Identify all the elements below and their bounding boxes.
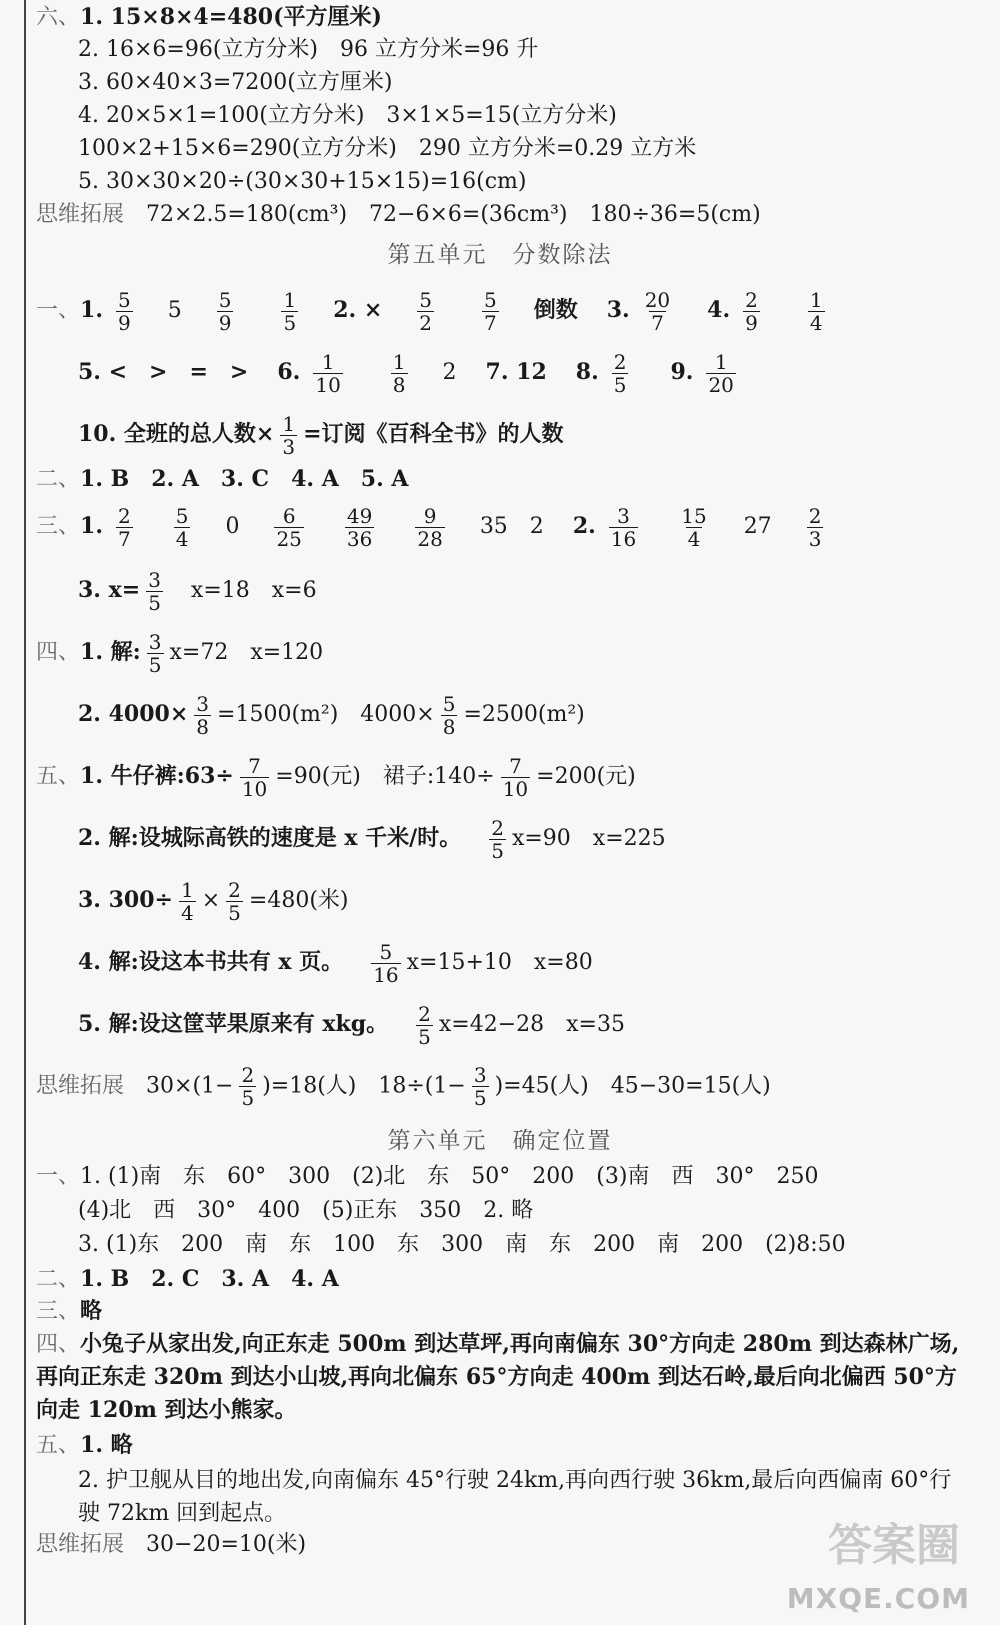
fraction: $\frac{2}{3}$ <box>808 503 822 551</box>
fraction: $\frac{15}{4}$ <box>681 503 707 551</box>
u5-one-line-2: 5. < > = > 6. $\frac{1}{10}$ $\frac{1}{8}$ 2 7. 12 8. $\frac{2}{5}$ 9. $\frac{1}{20}$ <box>78 349 734 397</box>
fraction: $\frac{2}{5}$ <box>613 349 627 397</box>
u5-five-line-1: 五、1. 牛仔裤:63÷ $\frac{7}{10}$ =90(元) 裙子:140÷ $\frac{7}{10}$ =200(元) <box>36 753 636 801</box>
u4-extension: 思维拓展 72×2.5=180(cm³) 72−6×6=(36cm³) 180÷36=5(cm) <box>36 202 761 227</box>
fraction: $\frac{5}{2}$ <box>419 287 432 335</box>
u6-two-line: 二、1. B 2. C 3. A 4. A <box>36 1266 339 1292</box>
fraction: $\frac{2}{5}$ <box>241 1063 255 1110</box>
u6-one-line-3: 3. (1)东 200 南 东 100 东 300 南 东 200 南 200 (2)8:50 <box>78 1232 846 1257</box>
u5-one-line-3: 10. 全班的总人数× $\frac{1}{3}$ =订阅《百科全书》的人数 <box>78 411 564 459</box>
watermark-logo-text: 答案圈 <box>828 1520 960 1571</box>
fraction: $\frac{3}{5}$ <box>473 1063 487 1110</box>
fraction: $\frac{7}{10}$ <box>502 753 529 801</box>
u6-one-line-2: (4)北 西 30° 400 (5)正东 350 2. 略 <box>78 1198 534 1223</box>
unit6-heading: 第六单元 确定位置 <box>387 1128 613 1154</box>
u4-line-1: 六、1. 15×8×4=480(平方厘米) <box>36 4 382 30</box>
fraction: $\frac{5}{9}$ <box>117 287 131 335</box>
fraction: $\frac{9}{28}$ <box>417 503 443 551</box>
fraction: $\frac{5}{9}$ <box>218 287 232 335</box>
u5-five-line-2: 2. 解:设城际高铁的速度是 x 千米/时。 $\frac{2}{5}$ x=90 x=225 <box>78 815 666 863</box>
fraction: $\frac{6}{25}$ <box>276 503 302 551</box>
fraction: $\frac{1}{20}$ <box>708 349 734 397</box>
u5-four-line-1: 四、1. 解: $\frac{3}{5}$ x=72 x=120 <box>36 629 324 677</box>
u5-one-line-1: 一、1. $\frac{5}{9}$ 5 $\frac{5}{9}$ $\frac{1}{5}$ 2. × $\frac{5}{2}$ $\frac{5}{7}$ 倒数 3. $\frac{20}{7}$ 4. $\frac{2}{9}$ $\frac{1}{4}$ <box>36 287 823 335</box>
fraction: $\frac{2}{5}$ <box>228 877 241 925</box>
u4-line-4: 4. 20×5×1=100(立方分米) 3×1×5=15(立方分米) <box>78 103 617 128</box>
u4-line-2: 2. 16×6=96(立方分米) 96 立方分米=96 升 <box>78 37 539 62</box>
u6-three-line: 三、略 <box>36 1298 103 1324</box>
fraction: $\frac{3}{8}$ <box>196 691 210 739</box>
u5-five-line-3: 3. 300÷ $\frac{1}{4}$ × $\frac{2}{5}$ =480(米) <box>78 877 349 925</box>
fraction: $\frac{1}{4}$ <box>809 287 823 335</box>
watermark-url: MXQE.COM <box>786 1582 970 1615</box>
fraction: $\frac{49}{36}$ <box>346 503 373 551</box>
fraction: $\frac{1}{8}$ <box>392 349 406 397</box>
u5-three-line-2: 3. x= $\frac{3}{5}$ x=18 x=6 <box>78 567 317 615</box>
u5-three-line-1: 三、1. $\frac{2}{7}$ $\frac{5}{4}$ 0 $\frac{6}{25}$ $\frac{49}{36}$ $\frac{9}{28}$ 35 2 2. $\frac{3}{16}$ $\frac{15}{4}$ 27 $\frac{2}{3}$ <box>36 503 822 551</box>
fraction: $\frac{5}{7}$ <box>483 287 497 335</box>
unit5-heading: 第五单元 分数除法 <box>387 242 613 268</box>
u5-extension: 思维拓展 30×(1− $\frac{2}{5}$ )=18(人) 18÷(1− $\frac{3}{5}$ )=45(人) 45−30=15(人) <box>36 1063 771 1110</box>
fraction: $\frac{20}{7}$ <box>644 287 671 335</box>
fraction: $\frac{3}{16}$ <box>610 503 637 551</box>
fraction: $\frac{1}{10}$ <box>315 349 341 397</box>
u6-one-line-1: 一、1. (1)南 东 60° 300 (2)北 东 50° 200 (3)南 西 30° 250 <box>36 1164 819 1189</box>
fraction: $\frac{1}{5}$ <box>283 287 297 335</box>
u6-five-line-1: 五、1. 略 <box>36 1432 133 1458</box>
u5-five-line-4: 4. 解:设这本书共有 x 页。 $\frac{5}{16}$ x=15+10 x=80 <box>78 939 593 987</box>
fraction: $\frac{5}{16}$ <box>373 939 399 987</box>
fraction: $\frac{2}{5}$ <box>491 815 504 863</box>
fraction: $\frac{3}{5}$ <box>148 629 162 677</box>
u4-line-5: 5. 30×30×20÷(30×30+15×15)=16(cm) <box>78 169 527 194</box>
fraction: $\frac{5}{8}$ <box>442 691 456 739</box>
u4-line-3: 3. 60×40×3=7200(立方厘米) <box>78 70 393 95</box>
fraction: $\frac{3}{5}$ <box>148 567 161 615</box>
u6-five-paragraph: 2. 护卫舰从目的地出发,向南偏东 45°行驶 24km,再向西行驶 36km,最后向西偏南 60°行驶 72km 回到起点。 <box>78 1468 952 1526</box>
fraction: $\frac{5}{4}$ <box>175 503 189 551</box>
fraction: $\frac{2}{9}$ <box>745 287 758 335</box>
u5-four-line-2: 2. 4000× $\frac{3}{8}$ =1500(m²) 4000× $\frac{5}{8}$ =2500(m²) <box>78 691 585 739</box>
u5-two-line: 二、1. B 2. A 3. C 4. A 5. A <box>36 466 409 492</box>
fraction: $\frac{1}{4}$ <box>180 877 194 925</box>
u5-five-line-5: 5. 解:设这筐苹果原来有 xkg。 $\frac{2}{5}$ x=42−28 x=35 <box>78 1001 625 1049</box>
fraction: $\frac{7}{10}$ <box>241 753 268 801</box>
fraction: $\frac{2}{5}$ <box>418 1001 431 1049</box>
u6-four-paragraph: 四、小兔子从家出发,向正东走 500m 到达草坪,再向南偏东 30°方向走 280m 到达森林广场,再向正东走 320m 到达小山坡,再向北偏东 65°方向走 400m 到达石岭,最后向北偏西 50°方向走 120m 到达小熊家。 <box>36 1331 960 1423</box>
fraction: $\frac{1}{3}$ <box>282 411 296 459</box>
u6-extension: 思维拓展 30−20=10(米) <box>36 1532 307 1557</box>
fraction: $\frac{2}{7}$ <box>117 503 131 551</box>
u4-line-4b: 100×2+15×6=290(立方分米) 290 立方分米=0.29 立方米 <box>78 136 697 161</box>
